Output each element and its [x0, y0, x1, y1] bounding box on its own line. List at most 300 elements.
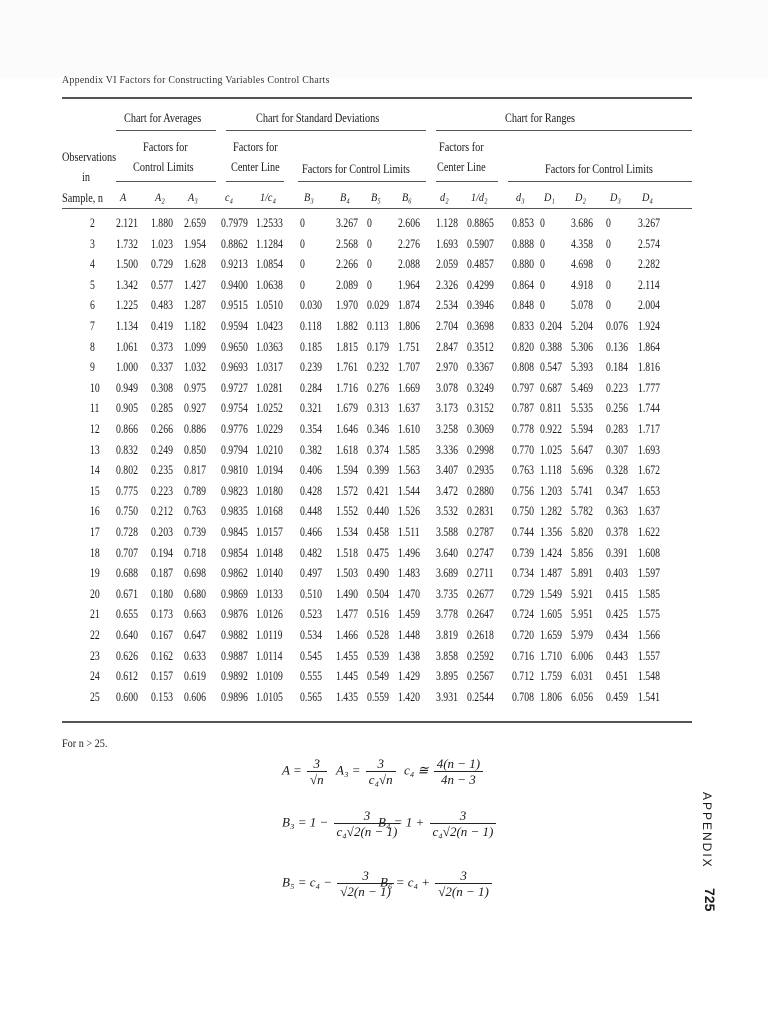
- factor-cell: 0.4857: [467, 257, 494, 272]
- formula-B3-num: 3: [334, 808, 401, 824]
- factor-cell: 0.458: [367, 525, 389, 539]
- factor-cell: 3.588: [436, 525, 458, 539]
- factor-cell: 0.2711: [467, 566, 494, 581]
- factor-cell: 0.718: [184, 545, 206, 560]
- factor-cell: 0.949: [116, 380, 138, 395]
- factor-cell: 0.249: [151, 442, 173, 457]
- factor-cell: 0.157: [151, 669, 173, 684]
- factor-cell: 0.9882: [221, 628, 248, 642]
- factor-cell: 1.1284: [256, 236, 283, 251]
- factor-cell: 1.429: [398, 669, 420, 684]
- factor-cell: 5.594: [571, 422, 593, 436]
- formula-B6-fraction: [435, 868, 492, 899]
- factor-cell: 1.0317: [256, 360, 283, 375]
- factor-cell: 5.951: [571, 607, 593, 622]
- factor-cell: 3.686: [571, 216, 593, 230]
- column-header: A: [120, 190, 127, 204]
- page-number: 725: [702, 888, 718, 912]
- factor-cell: 0.9835: [221, 504, 248, 519]
- factor-cell: 0.3367: [467, 360, 494, 375]
- table-row: [0, 688, 768, 707]
- factor-cell: 0.528: [367, 628, 389, 642]
- factor-cell: 5.856: [571, 545, 593, 560]
- factor-cell: 1.970: [336, 298, 358, 313]
- factor-cell: 0.671: [116, 586, 138, 601]
- factor-cell: 6.006: [571, 648, 593, 663]
- factor-cell: 0.2787: [467, 525, 494, 539]
- factor-cell: 2.534: [436, 298, 458, 313]
- factor-cell: 3.173: [436, 401, 458, 416]
- factor-cell: 1.672: [638, 463, 660, 478]
- factor-cell: 1.954: [184, 236, 206, 251]
- table-row: [0, 235, 768, 254]
- factor-cell: 0.922: [540, 422, 562, 436]
- table-row: [0, 482, 768, 501]
- factor-cell: 1.225: [116, 298, 138, 313]
- factor-cell: 1.025: [540, 442, 562, 457]
- factor-cell: 0.203: [151, 525, 173, 539]
- column-header: A₃: [188, 190, 198, 204]
- factor-cell: 2.114: [638, 277, 660, 292]
- factor-cell: 1.0114: [256, 648, 283, 663]
- factor-cell: 0.5907: [467, 236, 494, 251]
- factor-cell: 2.266: [336, 257, 358, 272]
- factor-cell: 1.882: [336, 319, 358, 333]
- factor-cell: 1.2533: [256, 216, 283, 230]
- formula-A3-fraction: [366, 756, 396, 787]
- table-row: [0, 255, 768, 274]
- factor-cell: 0.403: [606, 566, 628, 581]
- sample-size-cell: 3: [90, 236, 95, 251]
- formula-B6-den: √2(n − 1): [438, 884, 489, 899]
- factor-cell: 0.545: [300, 648, 322, 663]
- factor-cell: 0.283: [606, 422, 628, 436]
- factor-cell: 0.547: [540, 360, 562, 375]
- column-header: 1/d₂: [471, 190, 488, 204]
- rule-averages: [116, 130, 216, 131]
- factor-cell: 0.9776: [221, 422, 248, 436]
- factor-cell: 0.866: [116, 422, 138, 436]
- factor-cell: 5.782: [571, 504, 593, 519]
- formula-A3-lhs: A₃ =: [336, 762, 361, 778]
- factor-cell: 4.698: [571, 257, 593, 272]
- factor-cell: 0.235: [151, 463, 173, 478]
- factor-cell: 0.354: [300, 422, 322, 436]
- factor-cell: 0.313: [367, 401, 389, 416]
- factor-cell: 0.321: [300, 401, 322, 416]
- header-observations: Observations: [62, 150, 117, 164]
- top-rule: [62, 97, 692, 99]
- factor-cell: 1.0194: [256, 463, 283, 478]
- table-row: [0, 667, 768, 686]
- sample-size-cell: 2: [90, 216, 95, 230]
- factor-cell: 0: [300, 257, 305, 272]
- factor-cell: 0.9887: [221, 648, 248, 663]
- footnote: For n > 25.: [62, 736, 108, 750]
- factor-cell: 0.3698: [467, 319, 494, 333]
- column-header: c₄: [225, 190, 234, 204]
- header-in: in: [82, 170, 90, 184]
- column-header: d₃: [516, 190, 525, 204]
- factor-cell: 2.659: [184, 216, 206, 230]
- factor-cell: 1.032: [184, 360, 206, 375]
- factor-cell: 0: [606, 277, 611, 292]
- factor-cell: 1.128: [436, 216, 458, 230]
- factor-cell: 1.000: [116, 360, 138, 375]
- factor-cell: 1.0148: [256, 545, 283, 560]
- bottom-rule: [62, 721, 692, 723]
- factor-cell: 0.663: [184, 607, 206, 622]
- rule-ranges: [436, 130, 692, 131]
- factor-cell: 0.606: [184, 689, 206, 704]
- factor-cell: 0.688: [116, 566, 138, 581]
- factor-cell: 0.9650: [221, 339, 248, 354]
- factor-cell: 3.078: [436, 380, 458, 395]
- factor-cell: 0.640: [116, 628, 138, 642]
- factor-cell: 0.975: [184, 380, 206, 395]
- factor-cell: 0.817: [184, 463, 206, 478]
- header-center-line-2: Center Line: [437, 160, 486, 174]
- column-header: D₁: [544, 190, 555, 204]
- factor-cell: 0.347: [606, 483, 628, 498]
- factor-cell: 0.337: [151, 360, 173, 375]
- factor-cell: 0.905: [116, 401, 138, 416]
- factor-cell: 0.030: [300, 298, 322, 313]
- factor-cell: 0.886: [184, 422, 206, 436]
- factor-cell: 1.637: [398, 401, 420, 416]
- factor-cell: 1.0210: [256, 442, 283, 457]
- column-header: D₃: [610, 190, 621, 204]
- sample-size-cell: 13: [90, 442, 100, 457]
- factor-cell: 1.424: [540, 545, 562, 560]
- factor-cell: 1.420: [398, 689, 420, 704]
- factor-cell: 2.088: [398, 257, 420, 272]
- table-row: [0, 379, 768, 398]
- factor-cell: 2.568: [336, 236, 358, 251]
- factor-cell: 0.687: [540, 380, 562, 395]
- factor-cell: 0.4299: [467, 277, 494, 292]
- sample-size-cell: 23: [90, 648, 100, 663]
- factor-cell: 1.0180: [256, 483, 283, 498]
- factor-cell: 0.276: [367, 380, 389, 395]
- factor-cell: 1.628: [184, 257, 206, 272]
- factor-cell: 0: [606, 257, 611, 272]
- factor-cell: 0.9515: [221, 298, 248, 313]
- factor-cell: 1.0109: [256, 669, 283, 684]
- factor-cell: 0.266: [151, 422, 173, 436]
- table-row: [0, 214, 768, 233]
- factor-cell: 0.223: [151, 483, 173, 498]
- factor-cell: 1.653: [638, 483, 660, 498]
- factor-cell: 1.610: [398, 422, 420, 436]
- factor-cell: 1.544: [398, 483, 420, 498]
- formula-B6-lhs: B₆ = c₄ +: [380, 874, 431, 890]
- factor-cell: 0: [300, 277, 305, 292]
- factor-cell: 4.358: [571, 236, 593, 251]
- factor-cell: 1.0133: [256, 586, 283, 601]
- factor-cell: 1.526: [398, 504, 420, 519]
- factor-cell: 0.328: [606, 463, 628, 478]
- factor-cell: 3.472: [436, 483, 458, 498]
- factor-cell: 3.640: [436, 545, 458, 560]
- factor-cell: 0: [540, 216, 545, 230]
- factor-cell: 5.820: [571, 525, 593, 539]
- factor-cell: 2.089: [336, 277, 358, 292]
- factor-cell: 5.891: [571, 566, 593, 581]
- sidebar-appendix-label: APPENDIX: [700, 792, 714, 869]
- factor-cell: 0: [367, 236, 372, 251]
- factor-cell: 5.921: [571, 586, 593, 601]
- factor-cell: 5.078: [571, 298, 593, 313]
- factor-cell: 1.815: [336, 339, 358, 354]
- table-row: [0, 564, 768, 583]
- factor-cell: 0.2647: [467, 607, 494, 622]
- factor-cell: 0.680: [184, 586, 206, 601]
- factor-cell: 1.500: [116, 257, 138, 272]
- factor-cell: 0.612: [116, 669, 138, 684]
- factor-cell: 1.693: [436, 236, 458, 251]
- factor-cell: 0.374: [367, 442, 389, 457]
- factor-cell: 5.204: [571, 319, 593, 333]
- rule-sub-2: [226, 181, 284, 182]
- factor-cell: 0.419: [151, 319, 173, 333]
- formula-c4-lhs: c₄ ≅: [404, 762, 429, 778]
- column-header: d₂: [440, 190, 449, 204]
- sample-size-cell: 19: [90, 566, 100, 581]
- factor-cell: 1.282: [540, 504, 562, 519]
- factor-cell: 1.490: [336, 586, 358, 601]
- factor-cell: 0.708: [512, 689, 534, 704]
- factor-cell: 1.575: [638, 607, 660, 622]
- factor-cell: 0.167: [151, 628, 173, 642]
- factor-cell: 0: [300, 236, 305, 251]
- sample-size-cell: 15: [90, 483, 100, 498]
- factor-cell: 0.763: [512, 463, 534, 478]
- factor-cell: 1.477: [336, 607, 358, 622]
- factor-cell: 0: [540, 236, 545, 251]
- factor-cell: 1.572: [336, 483, 358, 498]
- column-header: A₂: [155, 190, 165, 204]
- factor-cell: 3.689: [436, 566, 458, 581]
- table-row: [0, 276, 768, 295]
- factor-cell: 1.732: [116, 236, 138, 251]
- factor-cell: 0.118: [300, 319, 322, 333]
- factor-cell: 0.285: [151, 401, 173, 416]
- factor-cell: 0.2592: [467, 648, 494, 663]
- factor-cell: 1.566: [638, 628, 660, 642]
- factor-cell: 0.619: [184, 669, 206, 684]
- factor-cell: 0.3069: [467, 422, 494, 436]
- factor-cell: 2.574: [638, 236, 660, 251]
- factor-cell: 0.811: [540, 401, 562, 416]
- header-fcl-ranges: Factors for Control Limits: [545, 162, 653, 176]
- factor-cell: 1.563: [398, 463, 420, 478]
- factor-cell: 2.704: [436, 319, 458, 333]
- table-row: [0, 338, 768, 357]
- factor-cell: 0.307: [606, 442, 628, 457]
- factor-cell: 1.0105: [256, 689, 283, 704]
- factor-cell: 1.964: [398, 277, 420, 292]
- sample-size-cell: 4: [90, 257, 95, 272]
- factor-cell: 0.7979: [221, 216, 248, 230]
- factor-cell: 0.9862: [221, 566, 248, 581]
- factor-cell: 2.059: [436, 257, 458, 272]
- formula-c4-num: 4(n − 1): [434, 756, 483, 772]
- factor-cell: 2.282: [638, 257, 660, 272]
- factor-cell: 0.308: [151, 380, 173, 395]
- header-chart-averages: Chart for Averages: [124, 111, 202, 125]
- factor-cell: 3.735: [436, 586, 458, 601]
- factor-cell: 0: [367, 277, 372, 292]
- factor-cell: 5.696: [571, 463, 593, 478]
- factor-cell: 0.559: [367, 689, 389, 704]
- factor-cell: 1.0168: [256, 504, 283, 519]
- factor-cell: 3.267: [336, 216, 358, 230]
- column-header: B₃: [304, 190, 314, 204]
- factor-cell: 1.0638: [256, 277, 283, 292]
- factor-cell: 1.585: [398, 442, 420, 457]
- factor-cell: 1.806: [540, 689, 562, 704]
- factor-cell: 0.9810: [221, 463, 248, 478]
- table-row: [0, 544, 768, 563]
- factor-cell: 1.0140: [256, 566, 283, 581]
- factor-cell: 0.9869: [221, 586, 248, 601]
- factor-cell: 1.203: [540, 483, 562, 498]
- table-row: [0, 420, 768, 439]
- header-control-limits-1: Control Limits: [133, 160, 194, 174]
- formula-B3-den: c₄√2(n − 1): [336, 824, 398, 839]
- factor-cell: 1.744: [638, 401, 660, 416]
- factor-cell: 1.679: [336, 401, 358, 416]
- formula-A-lhs: A =: [282, 762, 302, 778]
- factor-cell: 3.267: [638, 216, 660, 230]
- factor-cell: 1.487: [540, 566, 562, 581]
- factor-cell: 3.931: [436, 689, 458, 704]
- sample-size-cell: 24: [90, 669, 100, 684]
- formula-A: [282, 756, 329, 787]
- sample-size-cell: 6: [90, 298, 95, 313]
- formula-B5-num: 3: [337, 868, 394, 884]
- factor-cell: 1.496: [398, 545, 420, 560]
- rule-sub-1: [116, 181, 216, 182]
- header-chart-std: Chart for Standard Deviations: [256, 111, 380, 125]
- factor-cell: 0.8865: [467, 216, 494, 230]
- factor-cell: 0.744: [512, 525, 534, 539]
- factor-cell: 0.388: [540, 339, 562, 354]
- factor-cell: 0.555: [300, 669, 322, 684]
- table-row: [0, 296, 768, 315]
- running-head: Appendix VI Factors for Constructing Variables Control Charts: [62, 74, 330, 86]
- sample-size-cell: 7: [90, 319, 95, 333]
- table-row: [0, 626, 768, 645]
- factor-cell: 1.0157: [256, 525, 283, 539]
- factor-cell: 1.717: [638, 422, 660, 436]
- factor-cell: 5.647: [571, 442, 593, 457]
- factor-cell: 0.9794: [221, 442, 248, 457]
- factor-cell: 1.716: [336, 380, 358, 395]
- factor-cell: 0.8862: [221, 236, 248, 251]
- sample-size-cell: 12: [90, 422, 100, 436]
- factor-cell: 0.655: [116, 607, 138, 622]
- factor-cell: 0.239: [300, 360, 322, 375]
- factor-cell: 1.597: [638, 566, 660, 581]
- formula-B5-lhs: B₅ = c₄ −: [282, 874, 333, 890]
- factor-cell: 0.223: [606, 380, 628, 395]
- factor-cell: 5.535: [571, 401, 593, 416]
- column-header: B₄: [340, 190, 350, 204]
- factor-cell: 0.399: [367, 463, 389, 478]
- factor-cell: 2.276: [398, 236, 420, 251]
- factor-cell: 0.504: [367, 586, 389, 601]
- formula-c4-fraction: [434, 756, 483, 787]
- factor-cell: 0.184: [606, 360, 628, 375]
- factor-cell: 1.548: [638, 669, 660, 684]
- factor-cell: 0.756: [512, 483, 534, 498]
- factor-cell: 0.516: [367, 607, 389, 622]
- sample-size-cell: 25: [90, 689, 100, 704]
- factor-cell: 0.720: [512, 628, 534, 642]
- factor-cell: 0.440: [367, 504, 389, 519]
- header-fcl-std: Factors for Control Limits: [302, 162, 410, 176]
- factor-cell: 0.9693: [221, 360, 248, 375]
- factor-cell: 0.848: [512, 298, 534, 313]
- factor-cell: 3.407: [436, 463, 458, 478]
- factor-cell: 4.918: [571, 277, 593, 292]
- header-center-line-1: Center Line: [231, 160, 280, 174]
- formula-B4: [378, 808, 498, 839]
- factor-cell: 1.534: [336, 525, 358, 539]
- factor-cell: 0.415: [606, 586, 628, 601]
- factor-cell: 1.459: [398, 607, 420, 622]
- factor-cell: 0.459: [606, 689, 628, 704]
- factor-cell: 1.0119: [256, 628, 283, 642]
- factor-cell: 1.0281: [256, 380, 283, 395]
- factor-cell: 1.099: [184, 339, 206, 354]
- header-factors-for-1: Factors for: [143, 140, 188, 154]
- factor-cell: 1.816: [638, 360, 660, 375]
- table-row: [0, 441, 768, 460]
- factor-cell: 0.153: [151, 689, 173, 704]
- formula-c4-den: 4n − 3: [441, 772, 476, 787]
- factor-cell: 1.707: [398, 360, 420, 375]
- factor-cell: 0.9876: [221, 607, 248, 622]
- factor-cell: 0.428: [300, 483, 322, 498]
- factor-cell: 1.874: [398, 298, 420, 313]
- factor-cell: 0.406: [300, 463, 322, 478]
- table-row: [0, 461, 768, 480]
- sample-size-cell: 5: [90, 277, 95, 292]
- factor-cell: 0.729: [512, 586, 534, 601]
- factor-cell: 0.712: [512, 669, 534, 684]
- factor-cell: 1.342: [116, 277, 138, 292]
- sample-size-cell: 8: [90, 339, 95, 354]
- factor-cell: 0.787: [512, 401, 534, 416]
- factor-cell: 1.585: [638, 586, 660, 601]
- factor-cell: 1.466: [336, 628, 358, 642]
- factor-cell: 1.0229: [256, 422, 283, 436]
- factor-cell: 0.2677: [467, 586, 494, 601]
- factor-cell: 1.659: [540, 628, 562, 642]
- factor-cell: 1.637: [638, 504, 660, 519]
- factor-cell: 1.0510: [256, 298, 283, 313]
- factor-cell: 0.888: [512, 236, 534, 251]
- factor-cell: 1.511: [398, 525, 420, 539]
- factor-cell: 0.820: [512, 339, 534, 354]
- factor-cell: 1.0363: [256, 339, 283, 354]
- factor-cell: 0.3946: [467, 298, 494, 313]
- formula-A-fraction: [307, 756, 327, 787]
- formula-B4-num: 3: [430, 808, 497, 824]
